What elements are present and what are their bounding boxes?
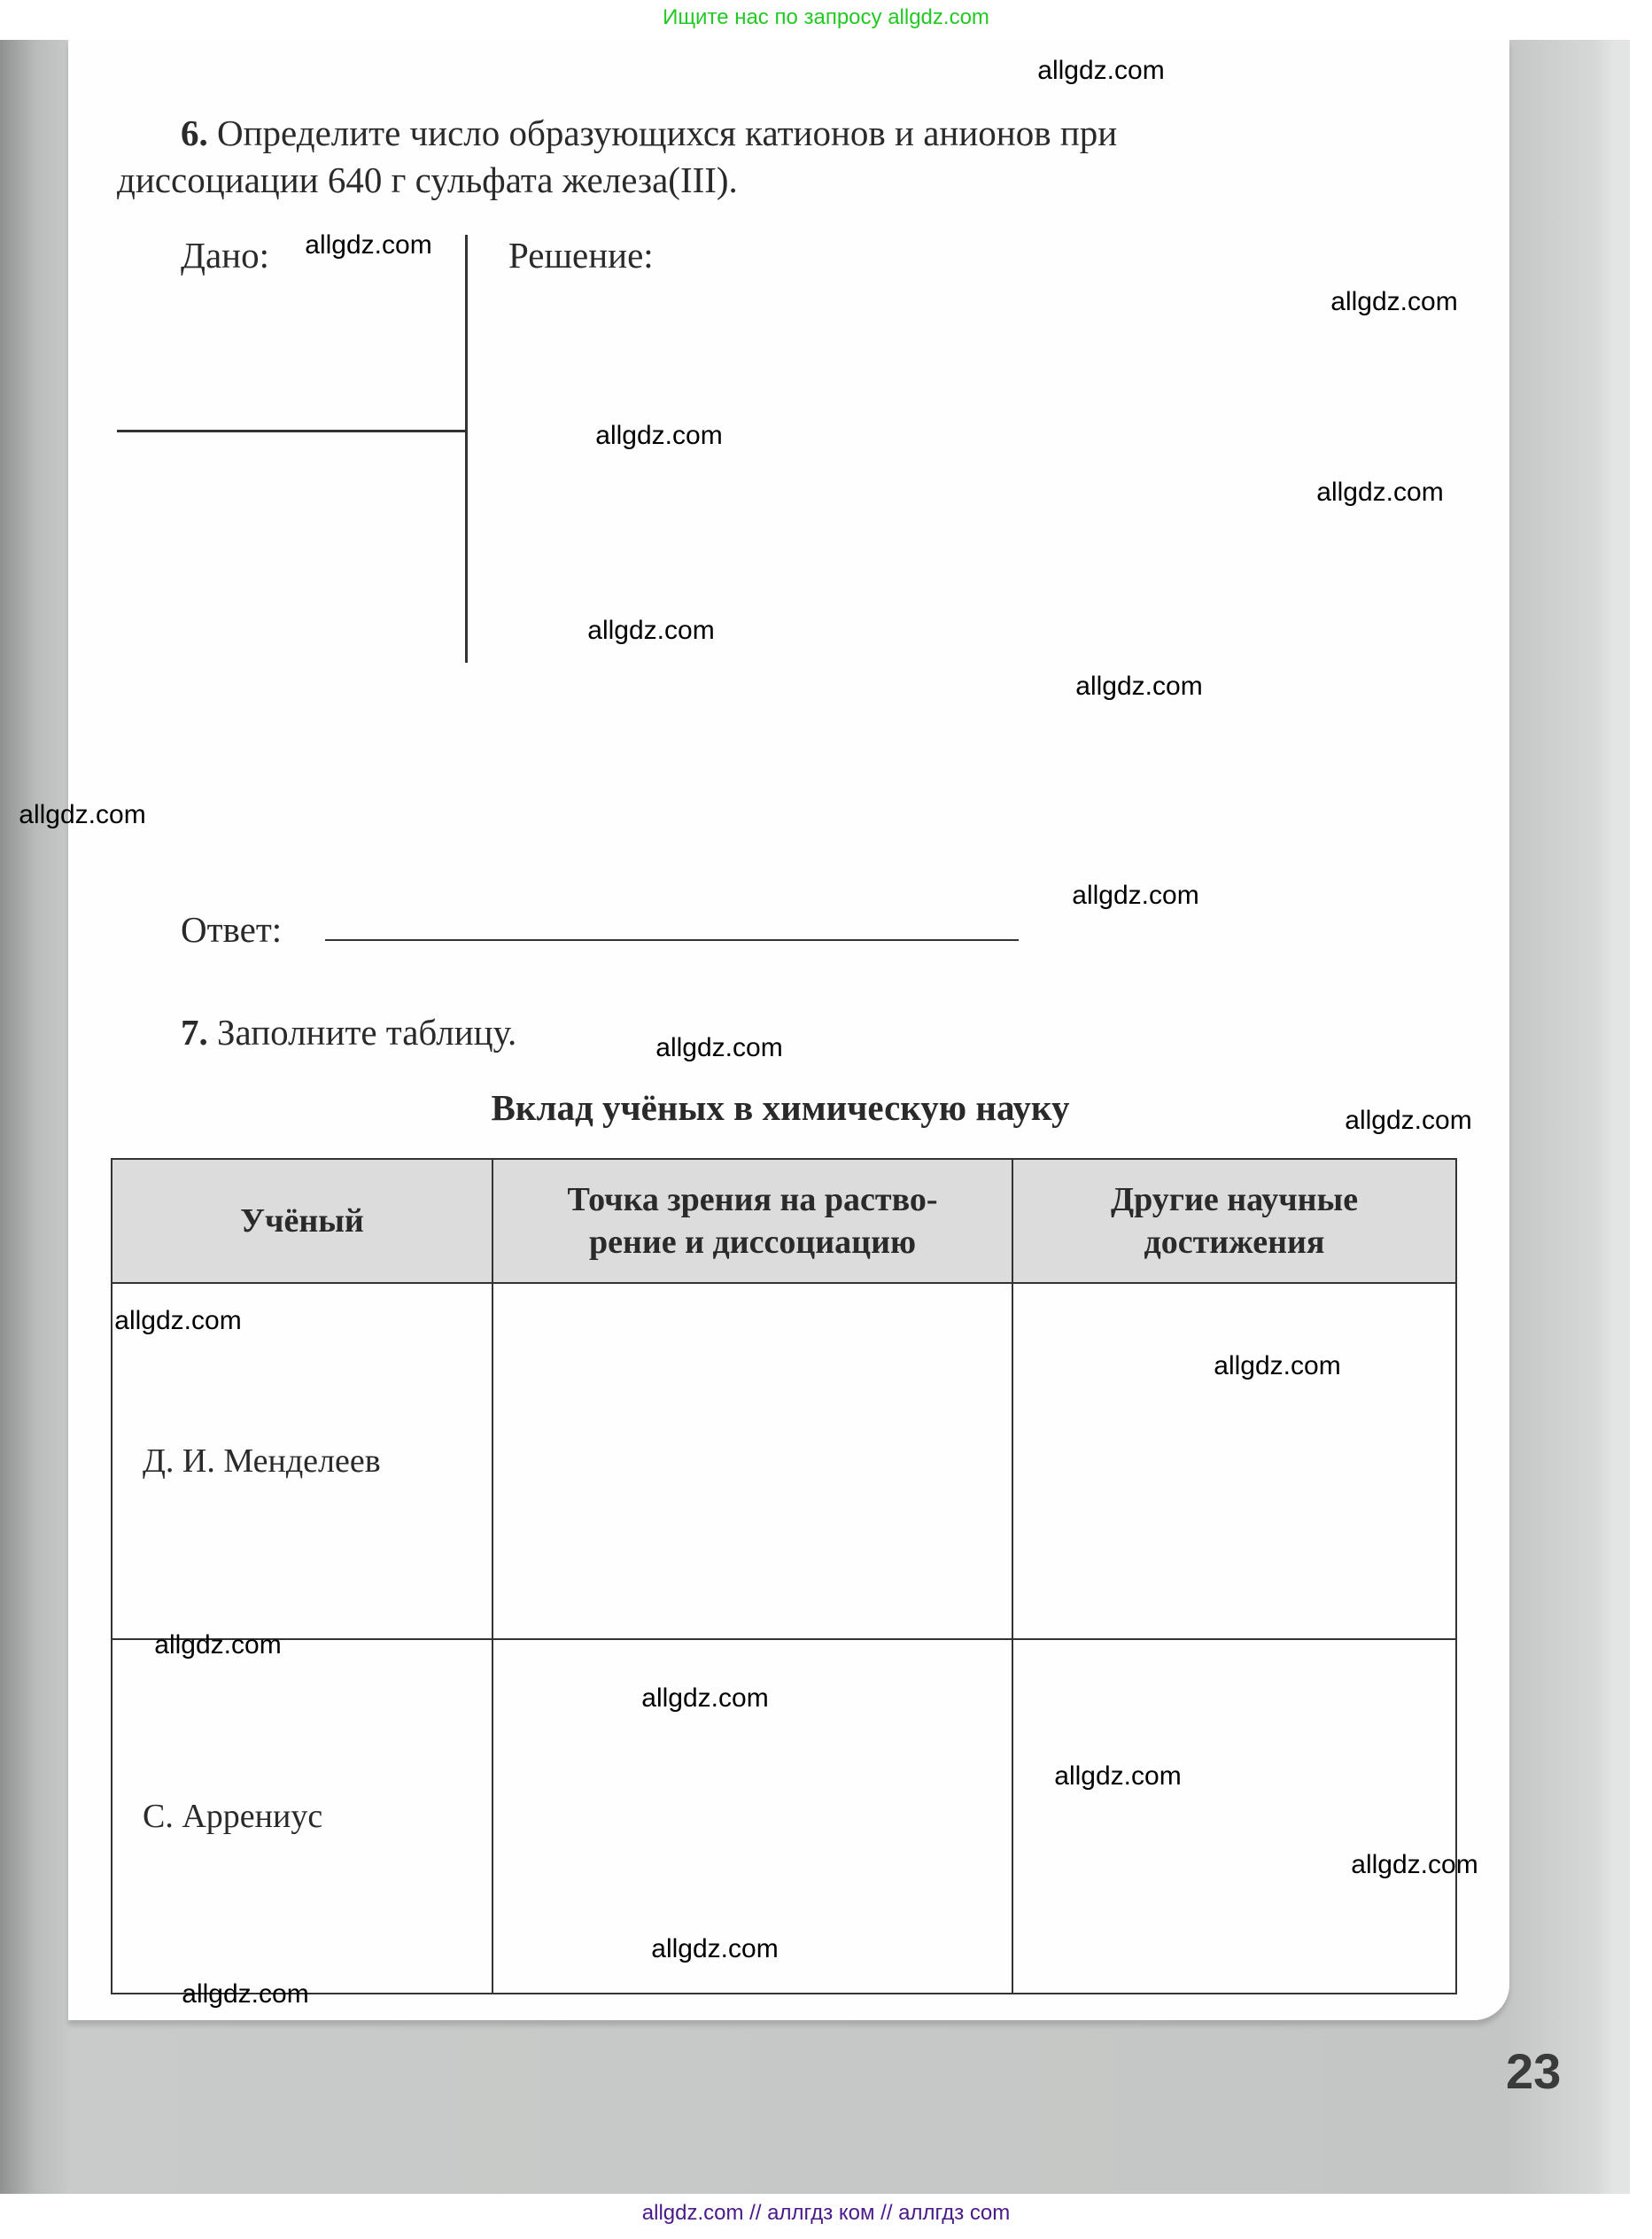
watermark: allgdz.com <box>595 421 723 450</box>
footer-links[interactable]: allgdz.com // аллгдз ком // аллгдз com <box>0 2194 1652 2239</box>
watermark: allgdz.com <box>1214 1351 1341 1380</box>
watermark: allgdz.com <box>305 230 432 260</box>
watermark: allgdz.com <box>1316 478 1444 507</box>
watermark: allgdz.com <box>1330 287 1458 316</box>
achievements-cell[interactable] <box>1012 1283 1456 1639</box>
scientist-cell: Д. И. Менделеев <box>112 1283 492 1639</box>
watermark: allgdz.com <box>655 1033 783 1062</box>
scientist-cell: С. Аррениус <box>112 1639 492 1994</box>
header-viewpoint-line-1: Точка зрения на раство- <box>567 1181 938 1218</box>
task-7-text: Заполните таблицу. <box>217 1012 517 1053</box>
answer-label: Ответ: <box>181 909 283 950</box>
watermark: allgdz.com <box>114 1306 242 1335</box>
watermark: allgdz.com <box>641 1683 769 1713</box>
watermark: allgdz.com <box>587 616 715 645</box>
watermark: allgdz.com <box>1345 1106 1472 1135</box>
task-7-prompt <box>181 1009 516 1056</box>
solution-label: Решение: <box>508 235 654 276</box>
viewpoint-cell[interactable] <box>492 1283 1012 1639</box>
top-banner[interactable]: Ищите нас по запросу allgdz.com <box>0 0 1652 40</box>
watermark: allgdz.com <box>1054 1761 1182 1791</box>
header-viewpoint-line-2: рение и диссоциацию <box>588 1224 916 1261</box>
given-divider-horizontal <box>117 430 466 432</box>
scan-edge <box>1612 40 1630 2194</box>
header-scientist: Учёный <box>112 1159 492 1283</box>
task-7-number: 7. <box>181 1012 208 1053</box>
answer-line[interactable] <box>325 939 1019 941</box>
watermark: allgdz.com <box>19 800 146 829</box>
header-achievements-line-1: Другие научные <box>1110 1181 1359 1218</box>
header-viewpoint <box>492 1159 1012 1283</box>
task-6-prompt <box>117 110 1450 204</box>
table-row <box>112 1283 1456 1639</box>
task-6-number: 6. <box>181 113 208 153</box>
watermark: allgdz.com <box>651 1934 779 1963</box>
page-number: 23 <box>1506 2043 1562 2099</box>
task-6-line-2: диссоциации 640 г сульфата железа(III). <box>117 159 738 200</box>
given-divider-vertical <box>465 235 468 663</box>
watermark: allgdz.com <box>182 1979 309 2009</box>
table-title: Вклад учёных в химическую науку <box>491 1087 1070 1128</box>
watermark: allgdz.com <box>1037 56 1165 85</box>
table-row <box>112 1639 1456 1994</box>
scientists-table <box>111 1158 1457 1994</box>
given-label: Дано: <box>181 235 269 276</box>
header-achievements-line-2: достижения <box>1144 1224 1325 1261</box>
watermark: allgdz.com <box>1072 881 1199 910</box>
task-6-line-1: Определите число образующихся катионов и анионов при <box>217 113 1118 153</box>
watermark: allgdz.com <box>1075 672 1203 701</box>
watermark: allgdz.com <box>154 1630 282 1660</box>
achievements-cell[interactable] <box>1012 1639 1456 1994</box>
watermark: allgdz.com <box>1351 1850 1478 1879</box>
header-achievements <box>1012 1159 1456 1283</box>
table-header-row <box>112 1159 1456 1283</box>
